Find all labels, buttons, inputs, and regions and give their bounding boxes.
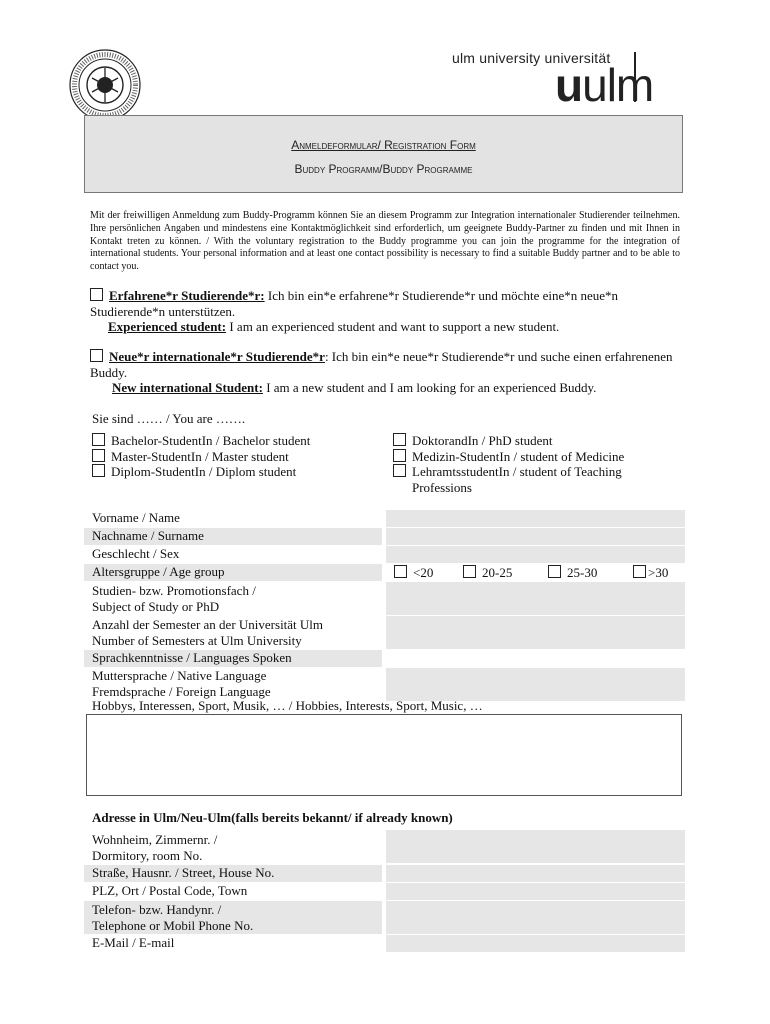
checkbox[interactable]	[393, 449, 406, 462]
age-option[interactable]: 20-25	[463, 565, 512, 581]
new-student-checkbox[interactable]	[90, 349, 103, 362]
checkbox[interactable]	[92, 433, 105, 446]
hobbies-textarea[interactable]	[86, 714, 682, 796]
surname-field[interactable]	[386, 528, 685, 545]
native-language-field[interactable]	[386, 668, 685, 685]
row-surname: Nachname / Surname	[84, 528, 685, 545]
phone-field[interactable]	[386, 901, 685, 934]
option-experienced: Erfahrene*r Studierende*r: Ich bin ein*e erfahrene*r Studierende*r und möchte eine*n neue*n Studierende*n unterstützen. Experienced student: I am an experienced student and want to support a new student.	[90, 288, 619, 334]
title-box	[84, 115, 683, 193]
option-new-student: Neue*r internationale*r Studierende*r: Ich bin ein*e neue*r Studierende*r und suche einen erfahrenenen Buddy. New international Student: I am a new student and I am looking for an experienced Buddy.	[90, 349, 673, 395]
status-option[interactable]: DoktorandIn / PhD student	[393, 433, 683, 449]
row-sex: Geschlecht / Sex	[84, 546, 685, 563]
row-foreign-language: Fremdsprache / Foreign Language	[84, 684, 685, 701]
checkbox[interactable]	[92, 449, 105, 462]
brand-logo: uulm	[555, 59, 654, 111]
age-option[interactable]: 25-30	[548, 565, 597, 581]
row-languages: Sprachkenntnisse / Languages Spoken	[84, 650, 685, 667]
checkbox[interactable]	[393, 433, 406, 446]
experienced-checkbox[interactable]	[90, 288, 103, 301]
email-field[interactable]	[386, 935, 685, 952]
name-field[interactable]	[386, 510, 685, 527]
status-option[interactable]: Master-StudentIn / Master student	[92, 449, 392, 465]
status-left-column	[92, 433, 392, 480]
status-option[interactable]: Diplom-StudentIn / Diplom student	[92, 464, 392, 480]
age-option[interactable]: <20	[394, 565, 433, 581]
row-age-group: Altersgruppe / Age group <20 20-25 25-30 >30	[84, 564, 685, 581]
row-email: E-Mail / E-mail	[84, 935, 685, 952]
checkbox[interactable]	[394, 565, 407, 578]
sex-field[interactable]	[386, 546, 685, 563]
row-name: Vorname / Name	[84, 510, 685, 527]
form-title: Anmeldeformular/ Registration Form	[291, 138, 476, 152]
status-option[interactable]: Bachelor-StudentIn / Bachelor student	[92, 433, 392, 449]
postal-field[interactable]	[386, 883, 685, 900]
row-subject: Studien- bzw. Promotionsfach / Subject of Study or PhD	[84, 582, 685, 615]
age-options	[386, 564, 685, 581]
subject-field[interactable]	[386, 582, 685, 615]
checkbox[interactable]	[393, 464, 406, 477]
address-heading: Adresse in Ulm/Neu-Ulm(falls bereits bekannt/ if already known)	[92, 810, 453, 825]
checkbox[interactable]	[463, 565, 476, 578]
row-street: Straße, Hausnr. / Street, House No.	[84, 865, 685, 882]
semesters-field[interactable]	[386, 616, 685, 649]
row-semesters: Anzahl der Semester an der Universität Ulm Number of Semesters at Ulm University	[84, 616, 685, 649]
row-dormitory: Wohnheim, Zimmernr. / Dormitory, room No.	[84, 830, 685, 863]
row-phone: Telefon- bzw. Handynr. / Telephone or Mobil Phone No.	[84, 901, 685, 934]
brand-text: ulm university universität	[452, 50, 611, 66]
intro-paragraph: Mit der freiwilligen Anmeldung zum Buddy-Programm können Sie an diesem Programm zur Integration internationaler Studierender teilnehmen. Ihre persönlichen Angaben und mindestens eine Kontaktmöglichkeit sind erforderlich, um geeignete Buddy-Partner zu finden und mit Ihnen in Kontakt treten zu können. / With the voluntary registration to the Buddy programme you can join the programme for the integration of international students. Your personal information and at least one contact possibility is necessary to find a suitable Buddy partner and to be able to contact you.	[90, 210, 680, 273]
checkbox[interactable]	[92, 464, 105, 477]
university-seal-logo	[68, 48, 142, 122]
street-field[interactable]	[386, 865, 685, 882]
row-postal: PLZ, Ort / Postal Code, Town	[84, 883, 685, 900]
hobbies-label: Hobbys, Interessen, Sport, Musik, … / Hobbies, Interests, Sport, Music, …	[92, 698, 483, 713]
status-option[interactable]: LehramtsstudentIn / student of Teaching Professions	[393, 464, 683, 495]
status-prompt: Sie sind …… / You are …….	[92, 411, 246, 426]
checkbox[interactable]	[548, 565, 561, 578]
status-right-column	[393, 433, 683, 495]
form-subtitle: Buddy Programm/Buddy Programme	[294, 162, 473, 176]
status-option[interactable]: Medizin-StudentIn / student of Medicine	[393, 449, 683, 465]
row-native-language: Muttersprache / Native Language	[84, 668, 685, 685]
age-option[interactable]: >30	[633, 565, 668, 581]
checkbox[interactable]	[633, 565, 646, 578]
dormitory-field[interactable]	[386, 830, 685, 863]
